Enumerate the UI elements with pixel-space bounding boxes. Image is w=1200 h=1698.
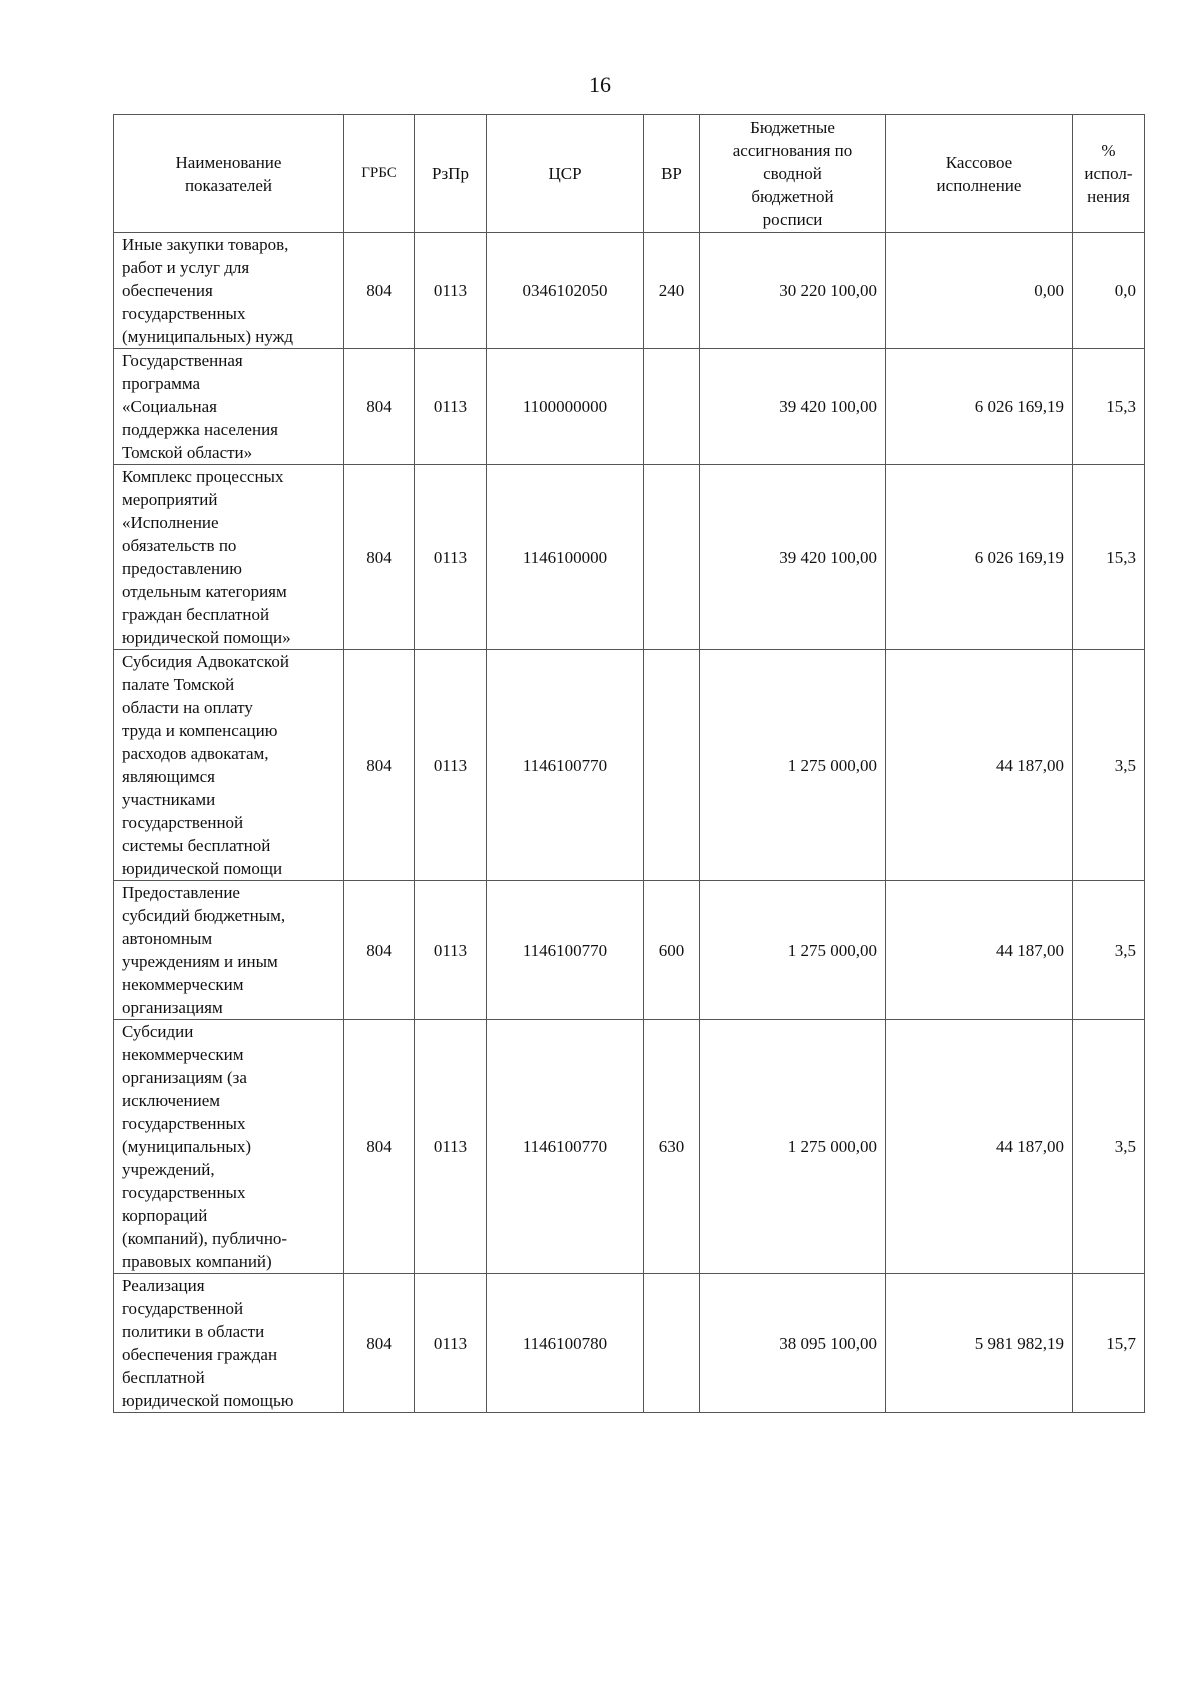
cell-cash: 44 187,00 — [886, 650, 1073, 881]
cell-budget: 1 275 000,00 — [700, 650, 886, 881]
cell-rzpr: 0113 — [415, 881, 487, 1020]
cell-budget: 1 275 000,00 — [700, 881, 886, 1020]
cell-cash: 44 187,00 — [886, 1020, 1073, 1274]
cell-csr: 1146100770 — [487, 1020, 644, 1274]
cell-budget: 39 420 100,00 — [700, 349, 886, 465]
cell-vr — [644, 349, 700, 465]
cell-vr — [644, 1274, 700, 1413]
cell-grbs: 804 — [344, 1274, 415, 1413]
table-row — [114, 1274, 1145, 1413]
cell-percent: 3,5 — [1073, 650, 1145, 881]
cell-vr: 600 — [644, 881, 700, 1020]
cell-cash: 44 187,00 — [886, 881, 1073, 1020]
cell-percent: 15,7 — [1073, 1274, 1145, 1413]
header-budget: Бюджетные ассигнования по сводной бюджетной росписи — [700, 115, 886, 233]
table-row — [114, 349, 1145, 465]
header-vr: ВР — [644, 115, 700, 233]
cell-name: Государственная программа «Социальная поддержка населения Томской области» — [114, 349, 344, 465]
header-row — [114, 115, 1145, 233]
cell-grbs: 804 — [344, 650, 415, 881]
header-grbs: ГРБС — [344, 115, 415, 233]
table-row — [114, 1020, 1145, 1274]
cell-rzpr: 0113 — [415, 650, 487, 881]
header-name: Наименование показателей — [114, 115, 344, 233]
cell-percent: 15,3 — [1073, 465, 1145, 650]
cell-csr: 1146100770 — [487, 650, 644, 881]
cell-name: Субсидия Адвокатской палате Томской области на оплату труда и компенсацию расходов адвокатам, являющимся участниками государственной системы бесплатной юридической помощи — [114, 650, 344, 881]
header-percent: % испол- нения — [1073, 115, 1145, 233]
cell-name: Предоставление субсидий бюджетным, автономным учреждениям и иным некоммерческим организациям — [114, 881, 344, 1020]
table-row — [114, 233, 1145, 349]
table-body — [114, 233, 1145, 1413]
cell-name: Иные закупки товаров, работ и услуг для обеспечения государственных (муниципальных) нужд — [114, 233, 344, 349]
cell-csr: 1100000000 — [487, 349, 644, 465]
table-row — [114, 881, 1145, 1020]
cell-csr: 1146100780 — [487, 1274, 644, 1413]
cell-vr: 630 — [644, 1020, 700, 1274]
header-rzpr: РзПр — [415, 115, 487, 233]
cell-budget: 39 420 100,00 — [700, 465, 886, 650]
cell-csr: 0346102050 — [487, 233, 644, 349]
table-row — [114, 650, 1145, 881]
header-cash: Кассовое исполнение — [886, 115, 1073, 233]
cell-rzpr: 0113 — [415, 1274, 487, 1413]
cell-budget: 38 095 100,00 — [700, 1274, 886, 1413]
cell-vr — [644, 465, 700, 650]
cell-cash: 6 026 169,19 — [886, 349, 1073, 465]
cell-grbs: 804 — [344, 881, 415, 1020]
cell-budget: 1 275 000,00 — [700, 1020, 886, 1274]
cell-csr: 1146100770 — [487, 881, 644, 1020]
cell-rzpr: 0113 — [415, 349, 487, 465]
cell-cash: 0,00 — [886, 233, 1073, 349]
cell-grbs: 804 — [344, 349, 415, 465]
table-header — [114, 115, 1145, 233]
cell-name: Комплекс процессных мероприятий «Исполнение обязательств по предоставлению отдельным категориям граждан бесплатной юридической помощи» — [114, 465, 344, 650]
cell-rzpr: 0113 — [415, 233, 487, 349]
header-csr: ЦСР — [487, 115, 644, 233]
cell-csr: 1146100000 — [487, 465, 644, 650]
cell-name: Реализация государственной политики в области обеспечения граждан бесплатной юридической помощью — [114, 1274, 344, 1413]
cell-rzpr: 0113 — [415, 1020, 487, 1274]
cell-grbs: 804 — [344, 465, 415, 650]
cell-name: Субсидии некоммерческим организациям (за исключением государственных (муниципальных) учреждений, государственных корпораций (компаний), публично- правовых компаний) — [114, 1020, 344, 1274]
budget-execution-table — [113, 114, 1145, 1413]
cell-percent: 15,3 — [1073, 349, 1145, 465]
table-row — [114, 465, 1145, 650]
cell-percent: 3,5 — [1073, 1020, 1145, 1274]
cell-vr — [644, 650, 700, 881]
cell-grbs: 804 — [344, 1020, 415, 1274]
page-number: 16 — [589, 72, 611, 97]
cell-cash: 5 981 982,19 — [886, 1274, 1073, 1413]
cell-percent: 0,0 — [1073, 233, 1145, 349]
cell-budget: 30 220 100,00 — [700, 233, 886, 349]
cell-rzpr: 0113 — [415, 465, 487, 650]
cell-grbs: 804 — [344, 233, 415, 349]
cell-vr: 240 — [644, 233, 700, 349]
cell-cash: 6 026 169,19 — [886, 465, 1073, 650]
cell-percent: 3,5 — [1073, 881, 1145, 1020]
